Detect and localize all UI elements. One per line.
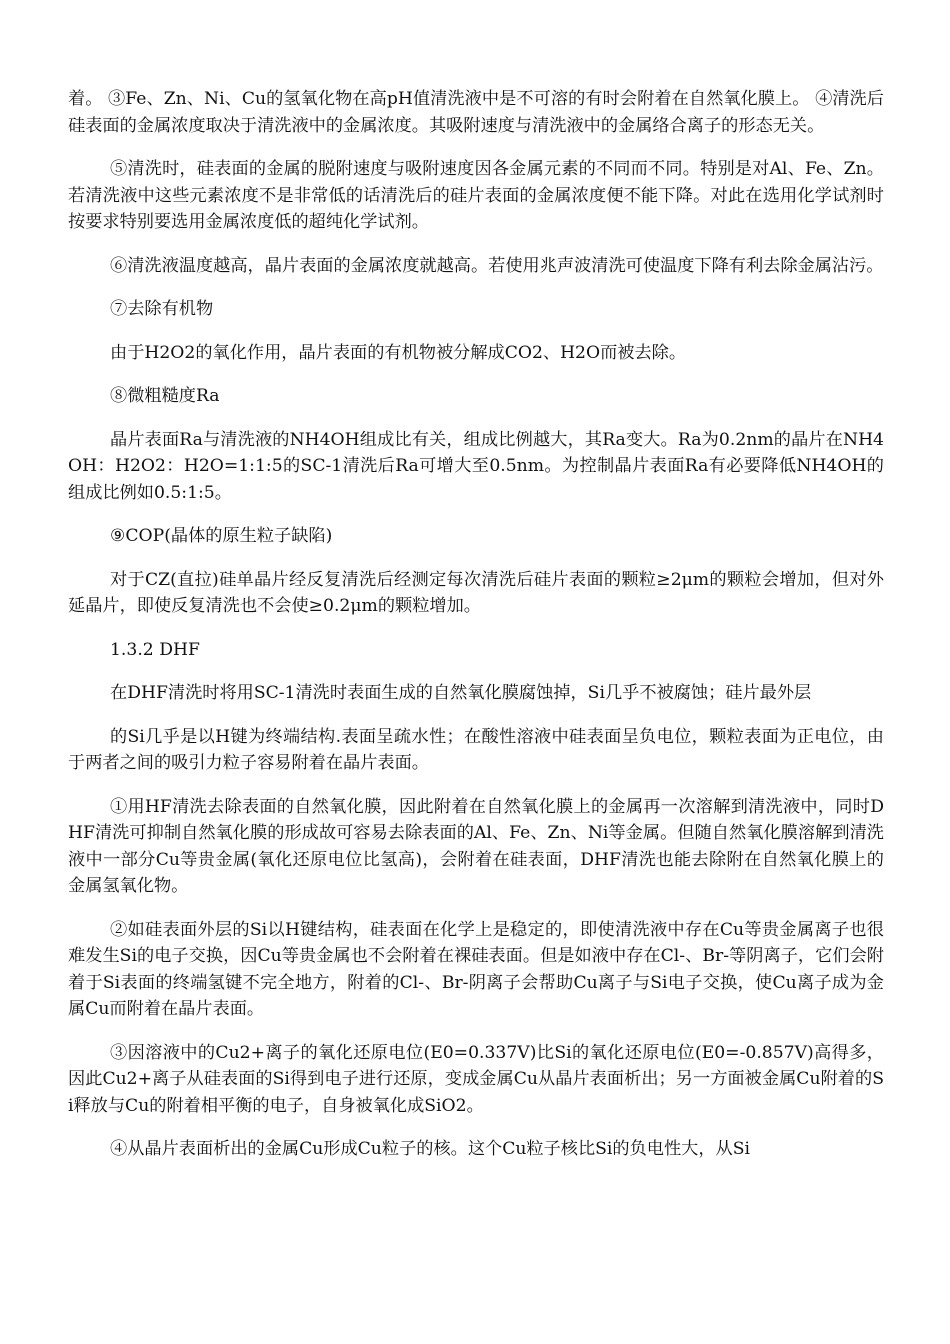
paragraph-dhf-cleaning: 在DHF清洗时将用SC-1清洗时表面生成的自然氧化膜腐蚀掉，Si几乎不被腐蚀；硅片最外层	[110, 683, 812, 703]
paragraph-cz-wafer-particles: 对于CZ(直拉)硅单晶片经反复清洗后经测定每次清洗后硅片表面的颗粒≥2μm的颗粒会增加，但对外延晶片，即使反复清洗也不会使≥0.2μm的颗粒增加。	[68, 569, 884, 616]
paragraph-hf-remove-oxide: ①用HF清洗去除表面的自然氧化膜，因此附着在自然氧化膜上的金属再一次溶解到清洗液中，同时DHF清洗可抑制自然氧化膜的形成故可容易去除表面的Al、Fe、Zn、Ni等金属。但随自然氧化膜溶解到清洗液中一部分Cu等贵金属(氧化还原电位比氢高)，会附着在硅表面，DHF清洗也能去除附在自然氧化膜上的金属氢氧化物。	[68, 796, 884, 896]
document-page	[68, 86, 884, 1180]
paragraph-desorption-rate: ⑤清洗时，硅表面的金属的脱附速度与吸附速度因各金属元素的不同而不同。特别是对Al、Fe、Zn。若清洗液中这些元素浓度不是非常低的话清洗后的硅片表面的金属浓度便不能下降。对此在选用化学试剂时按要求特别要选用金属浓度低的超纯化学试剂。	[68, 159, 884, 232]
paragraph-cu-electron-exchange: ②如硅表面外层的Si以H键结构，硅表面在化学上是稳定的，即使清洗液中存在Cu等贵金属离子也很难发生Si的电子交换，因Cu等贵金属也不会附着在裸硅表面。但是如液中存在Cl-、Br-等阴离子，它们会附着于Si表面的终端氢键不完全地方，附着的Cl-、Br-阴离子会帮助Cu离子与Si电子交换，使Cu离子成为金属Cu而附着在晶片表面。	[68, 919, 884, 1019]
heading-micro-roughness: ⑧微粗糙度Ra	[110, 386, 220, 406]
heading-section-1-3-2-dhf: 1.3.2 DHF	[110, 639, 200, 660]
paragraph-temperature: ⑥清洗液温度越高，晶片表面的金属浓度就越高。若使用兆声波清洗可使温度下降有利去除金属沾污。	[110, 255, 884, 276]
paragraph-ra-nh4oh: 晶片表面Ra与清洗液的NH4OH组成比有关，组成比例越大，其Ra变大。Ra为0.2nm的晶片在NH4OH：H2O2：H2O=1:1:5的SC-1清洗后Ra可增大至0.5nm。为控制晶片表面Ra有必要降低NH4OH的组成比例如0.5:1:5。	[68, 429, 884, 503]
heading-remove-organics: ⑦去除有机物	[110, 299, 214, 319]
paragraph-cu-particle-nucleus: ④从晶片表面析出的金属Cu形成Cu粒子的核。这个Cu粒子核比Si的负电性大，从Si	[110, 1139, 751, 1159]
paragraph-metal-hydroxides: 着。 ③Fe、Zn、Ni、Cu的氢氧化物在高pH值清洗液中是不可溶的有时会附着在自然氧化膜上。 ④清洗后硅表面的金属浓度取决于清洗液中的金属浓度。其吸附速度与清洗液中的金属络合离子的形态无关。	[68, 89, 884, 136]
paragraph-redox-potential: ③因溶液中的Cu2+离子的氧化还原电位(E0=0.337V)比Si的氧化还原电位(E0=-0.857V)高得多，因此Cu2+离子从硅表面的Si得到电子进行还原，变成金属Cu从晶片表面析出；另一方面被金属Cu附着的Si释放与Cu的附着相平衡的电子，自身被氧化成SiO2。	[68, 1042, 884, 1116]
paragraph-h2o2-oxidation: 由于H2O2的氧化作用，晶片表面的有机物被分解成CO2、H2O而被去除。	[110, 342, 687, 363]
heading-cop: ⑨COP(晶体的原生粒子缺陷)	[110, 526, 333, 546]
paragraph-h-terminated-si: 的Si几乎是以H键为终端结构.表面呈疏水性；在酸性溶液中硅表面呈负电位，颗粒表面为正电位，由于两者之间的吸引力粒子容易附着在晶片表面。	[68, 726, 884, 773]
